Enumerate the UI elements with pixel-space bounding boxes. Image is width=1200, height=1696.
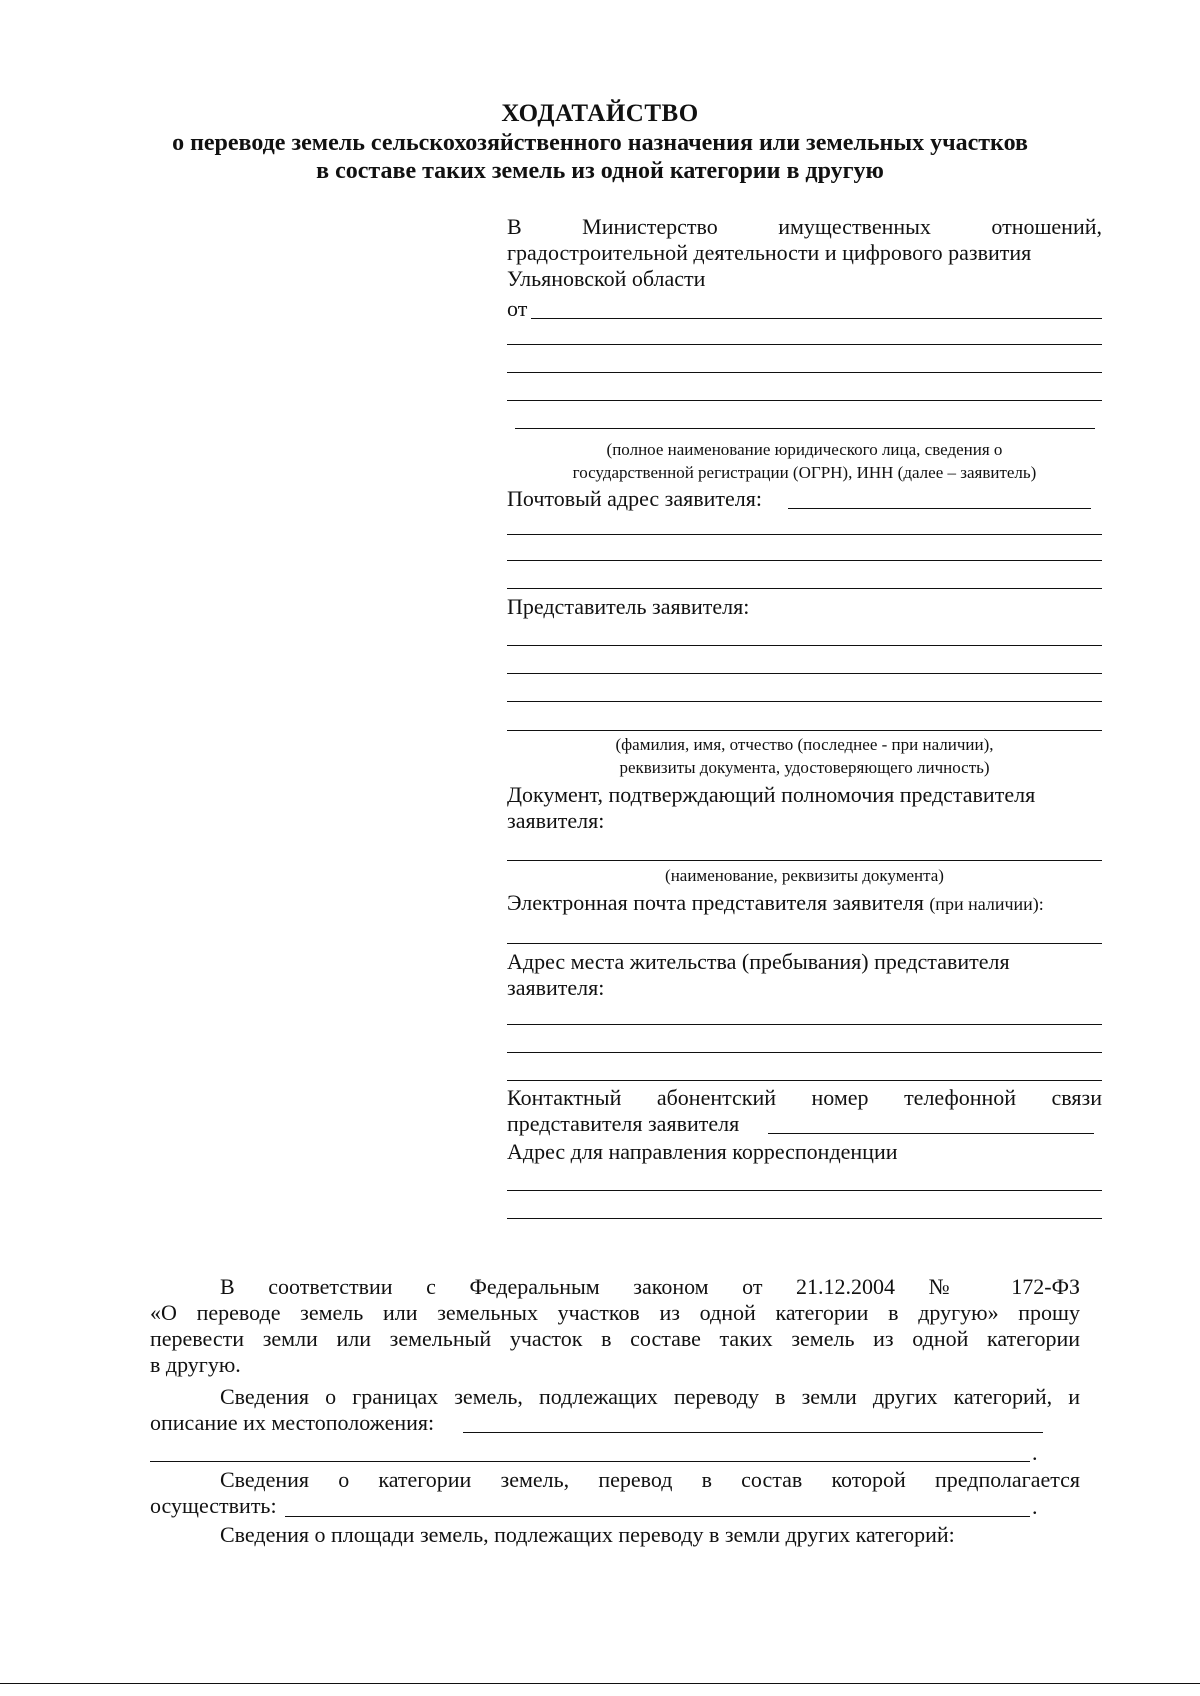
applicant-input-line[interactable] (515, 428, 1095, 429)
request-line-1: В соответствии с Федеральным законом от 21.12.2004 № 172-ФЗ (220, 1274, 1080, 1299)
category-line-1: Сведения о категории земель, перевод в состав которой предполагается (220, 1467, 1080, 1492)
document-title: ХОДАТАЙСТВО (501, 100, 699, 127)
category-input-line[interactable] (285, 1516, 1030, 1517)
residence-label-1: Адрес места жительства (пребывания) представителя (507, 949, 1010, 974)
email-label: Электронная почта представителя заявителя (507, 890, 924, 915)
authority-document-label-2: заявителя: (507, 808, 605, 833)
boundaries-paragraph (150, 1384, 1080, 1436)
postal-address-label: Почтовый адрес заявителя: (507, 486, 763, 511)
addressee-line-1: В Министерство имущественных отношений, (507, 214, 1102, 239)
addressee-block (507, 214, 1102, 292)
applicant-input-line[interactable] (507, 344, 1102, 345)
representative-caption-2: реквизиты документа, удостоверяющего личность) (619, 758, 990, 777)
correspondence-row (507, 1139, 1102, 1165)
document-caption: (наименование, реквизиты документа) (665, 866, 944, 885)
request-line-4: в другую. (150, 1352, 241, 1377)
category-period: . (1032, 1494, 1038, 1519)
authority-document-label-1: Документ, подтверждающий полномочия представителя (507, 782, 1036, 807)
boundaries-input-line[interactable] (150, 1461, 1030, 1462)
applicant-input-line[interactable] (507, 400, 1102, 401)
residence-label-2: заявителя: (507, 975, 605, 1000)
representative-input-line[interactable] (507, 730, 1102, 731)
postal-address-input-line[interactable] (507, 534, 1102, 535)
request-line-2: «О переводе земель или земельных участков из одной категории в другую» прошу (150, 1300, 1080, 1325)
correspondence-input-line[interactable] (507, 1218, 1102, 1219)
residence-input-line[interactable] (507, 1052, 1102, 1053)
applicant-caption-2: государственной регистрации (ОГРН), ИНН (далее – заявитель) (572, 463, 1037, 482)
applicant-input-line[interactable] (507, 372, 1102, 373)
from-input-line[interactable] (531, 318, 1102, 319)
area-paragraph (150, 1522, 1080, 1548)
request-paragraph (150, 1274, 1080, 1378)
correspondence-label: Адрес для направления корреспонденции (507, 1139, 898, 1164)
residence-input-line[interactable] (507, 1024, 1102, 1025)
area-line-1: Сведения о площади земель, подлежащих переводу в земли других категорий: (220, 1522, 955, 1547)
boundaries-line-2: описание их местоположения: (150, 1410, 435, 1435)
postal-address-input-line[interactable] (788, 508, 1091, 509)
request-line-3: перевести земли или земельный участок в составе таких земель из одной категории (150, 1326, 1080, 1351)
email-row (507, 890, 1102, 917)
addressee-line-2: градостроительной деятельности и цифрового развития (507, 240, 1032, 265)
phone-block (507, 1085, 1102, 1137)
representative-input-line[interactable] (507, 701, 1102, 702)
document-subtitle-line-1: о переводе земель сельскохозяйственного назначения или земельных участков (172, 130, 1028, 156)
representative-label: Представитель заявителя: (507, 594, 750, 619)
representative-row (507, 594, 1102, 620)
postal-address-input-line[interactable] (507, 560, 1102, 561)
representative-input-line[interactable] (507, 645, 1102, 646)
from-label: от (507, 296, 528, 321)
page-bottom-rule (0, 1683, 1200, 1684)
boundaries-line-1: Сведения о границах земель, подлежащих переводу в земли других категорий, и (220, 1384, 1080, 1409)
residence-input-line[interactable] (507, 1080, 1102, 1081)
category-line-2: осуществить: (150, 1493, 277, 1518)
phone-label-2: представителя заявителя (507, 1111, 740, 1136)
phone-input-line[interactable] (768, 1133, 1094, 1134)
applicant-caption-1: (полное наименование юридического лица, сведения о (606, 440, 1003, 459)
addressee-line-3: Ульяновской области (507, 266, 706, 291)
representative-caption-1: (фамилия, имя, отчество (последнее - при наличии), (615, 735, 994, 754)
email-note: (при наличии): (929, 894, 1044, 914)
phone-label-1: Контактный абонентский номер телефонной связи (507, 1085, 1102, 1110)
representative-input-line[interactable] (507, 673, 1102, 674)
category-paragraph (150, 1467, 1080, 1519)
email-input-line[interactable] (507, 943, 1102, 944)
boundaries-period: . (1032, 1440, 1038, 1465)
postal-address-input-line[interactable] (507, 588, 1102, 589)
document-subtitle-line-2: в составе таких земель из одной категории в другую (316, 158, 884, 184)
residence-block (507, 949, 1102, 1001)
authority-document-block (507, 782, 1102, 834)
boundaries-input-line[interactable] (463, 1432, 1043, 1433)
correspondence-input-line[interactable] (507, 1190, 1102, 1191)
authority-document-input-line[interactable] (507, 860, 1102, 861)
